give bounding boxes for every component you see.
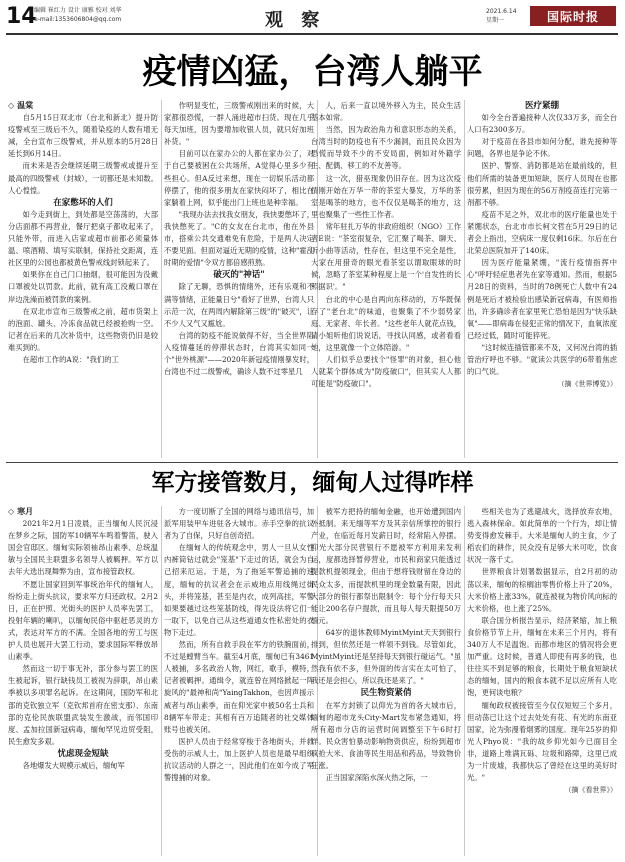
- paragraph: 人们似乎总要找个"怪罪"的对象，担心他人就某个群体成为"防疫破口"，但其实人人都可能是"防疫破口"。: [311, 354, 461, 389]
- paragraph: 如果你在自己门口抽烟，很可能因为没戴口罩被处以罚款。此前，就有高工没戴口罩在岸边洗澡而被罚款的案例。: [8, 270, 158, 304]
- paragraph: 台北的中心是自两向东移动的，万华既保存了"老台北"的味道，也聚集了不少弱势家庭、无家者、年长者。"这些老年人就花点钱，请小姐听他们说说话，寻找认同感，或者看看她，这里就像一个立体陪游。": [311, 294, 461, 352]
- date-block: [486, 7, 517, 25]
- paragraph: 如今走到街上，到处都是空荡荡的，大部分店面都不再营业，餐厅把桌子都收起来了，只能外带，而进入店家或超市前都必须量体温、喷酒精、填写实联制，保持社交距离，连社区里的公园也都被黄色警戒线封锁起来了。: [8, 209, 158, 268]
- byline-diamond-icon: ◇: [8, 101, 15, 110]
- paragraph: 正当国家深陷水深火热之际，一: [325, 773, 428, 783]
- byline-diamond-icon: ◇: [8, 507, 15, 516]
- paragraph: 自5月15日双北市（台北和新北）提升防疫警戒至三级后不久，随着染疫的人数有增无减，全台宣布三级警戒，并从原本的5月28日延长到6月14日。: [8, 113, 158, 159]
- paragraph: 这一次，猎巫现象仍旧存在。因为这次疫情刚开始在万华一带的茶室大暴发，万华的茶室是喝茶的地方，也不仅仅是喝茶的地方，这里也聚集了一些性工作者。: [311, 173, 461, 219]
- paragraph: 而未来是否会继续延期三级警戒或提升至最高的四级警戒（封城），一切都还是未知数。人心惶惶。: [8, 161, 158, 195]
- paragraph: 2021年2月1日凌晨，正当缅甸人民沉浸在梦乡之际，国防军10辆军车鸣着警笛，驶入国会官邸区。缅甸实际领袖昂山素季、总统温敏与全国民主联盟多名领导人被羁押。军方以去年大选出现舞弊为由，宣布接管政权。: [8, 519, 158, 577]
- subheading: 医疗紧绷: [524, 101, 559, 111]
- article2-column-3: [311, 506, 461, 858]
- paragraph: 64岁的退休教师MyintMyint天天到银行排到，但依然还是一样领不到钱。尽管如此，MyintMyint还是坚持每天到银行碰运气。"虽然我有依不多，但外面的传言实在太可怕了，我还是会担心，所以我还是来了。": [311, 627, 461, 686]
- article1-author: 温棠: [17, 101, 34, 110]
- paragraph: 缅甸政权被接管至今仅仅短短三个多月，但动荡已让这个过去处处有花、有光的东南亚国家，沦为弥漫着烟雾的国度。现年25岁的仰光人Phyo说："我的故乡仰光如今已面目全非，道路上堆满瓦砾、垃圾和路障，这里已成为一片废墟，我都快忘了曾经在这里的美好时光。": [467, 700, 617, 783]
- subheading: 破灭的"神话": [213, 270, 265, 281]
- article1-source: （摘《世界博览》）: [557, 380, 617, 389]
- article2-column-4: [467, 506, 617, 858]
- paragraph: 医护、警察、消防都是站在最前线的，但他们所需的装备更加短缺，医疗人员现在也都很劳累，但因为现在的56万剂疫苗连打完第一剂都不够。: [467, 161, 617, 207]
- paragraph: 人，后来一直以境外移入为主，民众生活基本如常。: [311, 101, 461, 123]
- article-separator: [6, 462, 618, 463]
- paragraph: 医护人员由于经常穿梭于各地街头，并救受伤的示威人士，加上医护人员也是最早组织抗议活动的人群之一，因此他们在如今成了军警搜捕的对象。: [164, 736, 314, 783]
- section-title: 观 察: [265, 10, 326, 31]
- column-divider: [161, 100, 162, 458]
- column-divider: [464, 506, 465, 856]
- masthead-logo: 国际时报: [530, 6, 616, 26]
- page-number: 14: [6, 4, 37, 29]
- paragraph: 世界粮食计划署数据显示，自2月初的动荡以来，缅甸的棕榈油零售价格上升了20%，大米价格上涨33%，就连被视为物价风向标的大米价格，也上涨了25%。: [467, 567, 617, 613]
- paragraph: 如今全台普遍接种人次仅33万多，而全台人口有2300多万。: [467, 113, 617, 135]
- subheading: 民生物资紧俏: [360, 688, 412, 699]
- header-rule: [6, 33, 618, 35]
- column-divider: [464, 100, 465, 458]
- paragraph: 方一度切断了全国的网络与通讯信号，加派军用装甲车进驻各大城市。赤手空拳的抗议者为了自保，只好自创奇招。: [164, 507, 314, 541]
- editor-info: [34, 6, 122, 24]
- article2-author: 寒月: [17, 507, 34, 516]
- subheading: 在家憋坏的人们: [53, 197, 113, 208]
- page-header: [0, 0, 625, 36]
- paragraph: 然而这一切于事无补，部分参与罢工的医生被起诉，银行缺钱员工被视为辞职，昂山素季被以多项罪名起诉。在这期间，国防军和北部的克钦独立军（克钦邦首府在密支那）、东南部的克伦民族联盟武装发生激战，而邻国印度、孟加拉国新冠病毒，缅甸罕见边贸受阻，民生愈发多艰。: [8, 664, 158, 746]
- paragraph: "这时候连插管都来不及，又何况台湾的插管治疗呼也不够。"就读公共医学的6带着焦虑的口气说。: [467, 342, 617, 377]
- subheading: 忧虑现金短缺: [57, 748, 109, 759]
- column-divider: [161, 506, 162, 856]
- paragraph: 疫苗不足之外，双北市的医疗能量也处于紧绷状态，台北市市长柯文哲在5月29日的记者会上指出，空病床一度仅剩16床。尔后在台北荣总医院加开了140床。: [467, 209, 617, 256]
- paragraph: 作明显变忙，三级警戒刚出来的时候，大家都很恐慌，一群人涌进超市扫货。现在几乎每天加班，因为要增加收银人员，就只好加班补货。": [164, 101, 314, 147]
- article2-byline: [8, 506, 158, 518]
- editor-line: 编辑 崔红力 设计 康雅 校对 刘华: [34, 7, 122, 14]
- paragraph: 因为医疗能量紧绷，"流行疫情指挥中心"呼吁轻症患者先在家等通知。然而，根据5月28日的资料，当时的78例死亡人数中有24例是死后才被检验出感染新冠病毒，有医师指出，许多确诊者在家里死亡恐怕是因为"快乐缺氧"——即病毒在侵犯正常的情况下，血氧浓度已经过低，随时可能猝死。: [467, 258, 617, 340]
- article1-column-1: [8, 100, 158, 460]
- paragraph: 被军方把持的缅甸金融，也开始遭到国内外抵制。来无缅等军方及其亲信所掌控的银行产业，在临近每月发薪日时，经常陷入停摆。仰光大部分民营银行不愿被军方利用来发利运，度都选择暂停营业，市民和商家只能透过提款机提领现金，但由于想将钱财留在身边的民众太多，而提款机里的现金数量有限，因此大部分的银行都祭出限制令：每个分行每天只能让200名存户提款，而且每人每天限提50万缅元。: [311, 507, 461, 625]
- article1-column-4: [467, 100, 617, 460]
- article2-column-2: [164, 506, 314, 858]
- weekday: 星期一: [486, 17, 505, 24]
- article2-column-1: [8, 506, 158, 858]
- paragraph: 联合国分析报告显示，经济紧缩，加上粮食价格节节上升，缅甸在未来三个月内，将有340万人不足温饱。而都市地区的情况将会更加严重。这时候，普通人即使有再多的钱，也往往买不到足够的粮食，长期处于粮食短缺状态的缅甸，国内的粮食本就不足以应所有人吃饱，更何谈电粮？: [467, 615, 617, 698]
- paragraph: 在军方封锁了以仰光为首的各大城市后，缅甸的超市龙头City-Mart发布紧急通知，将所有超市分店的运营时间调整至下午6时打烊。民众害怕暴动影响物资供应，纷纷到超市疯抢大米、食油等民生用品和药品，导致物价狂涨。: [311, 700, 461, 770]
- paragraph: 然而，所有自救手段在军方的铁腕面前，不过是螳臂当车。截至4月底，缅甸已有3461人被捕，多名政治人物，网红，歌手，模特，记者被羁押。通缉令，就连曾在网络掀起一阵旋风的"最神和尚"YaingTakhon，也因声援示威者与昂山素季，而在仰光家中被50名士兵和8辆军车带走；其相有百万追随者的社交媒体账号也被关闭。: [164, 640, 314, 734]
- paragraph: 常年驻扎万华的非政府组织（NGO）工作者E说："茶室很复杂，它汇聚了喝茶、聊天、听小曲等活动，性存在，但这里不完全是性，大家在用猎奇的眼光看茶室以谓取眼球的时候，忽略了茶室某种程度上是一个'自发性的长照据识'。": [311, 221, 461, 292]
- paragraph: 对于疫苗在各县市如何分配，谁先接种等问题，各界也是争论不休。: [467, 137, 617, 159]
- issue-date: 2021.6.14: [486, 8, 517, 15]
- paragraph: 在超市工作的A说："我们的工: [22, 354, 119, 364]
- article2-source: （摘《看世界》）: [564, 786, 617, 795]
- paragraph: "我现办法去找我女朋友，我快要憋坏了，我快憋死了。"C的女友在台北市，他在外县市，搭乘公共交通难免有危险，于是两人决定不要见面。但面对逼近无期的疫情，这种"霍乱时期的爱情"令双方都倍感煎熬。: [164, 209, 314, 268]
- paragraph: 些相关也为了逃避战火，选择放弃农地，逃入森林保命。如此简单的一个行为，却让情势变得愈发棘手。大米是缅甸人的主食，少了稻农们的耕作，民众没有足够大米可吃，饮食状况一落千丈。: [467, 507, 617, 565]
- paragraph: 目前可以在家办公的人都在家办公了，对于自己要被困在公共场所，A觉得心里多少有些担心。但A反过来想，现在一切娱乐活动都停摆了，他的很多朋友在家快闷坏了，相比在家躺着上网，似乎能出门上班也是种幸福。: [164, 149, 314, 207]
- article1-column-2: [164, 100, 314, 460]
- paragraph: 不愿让国家回到军事统治年代的缅甸人，纷纷走上街头抗议，要求军方归还政权。2月2日，正在护照、光街头的医护人员率先罢工，投射年辆的喇叭，以缅甸民俗中驱赶恶灵的方式，表达对军方的不满。全国各地的劳工与医护人员也展开大罢工行动，要求国际军释放昂山素季。: [8, 579, 158, 662]
- article1-column-3: [311, 100, 461, 460]
- paragraph: 各地爆发大规模示威后，缅甸军: [22, 760, 125, 770]
- paragraph: 在缅甸人的传统观念中，男人一旦从女性内裤筒钻过就会"笼基"下走过的话，就会为自己招来厄运。于是，为了拖延军警追捕的速度，缅甸的抗议者会在示威地点用线绳过街头，并将笼基，甚至是内衣，成列高挂，军警如果要越过这些笼基防线，得先设法将它们一一取下，以免自己从这些道通女性私密处的衣物下走过。: [164, 543, 314, 637]
- article1-byline: [8, 100, 158, 112]
- paragraph: 当然，因为政治角力和意识形态的关系，台湾当时的防疫也有不少漏洞，而且民众因为恐慌而导致不少的不安局面，例如对外籍学生、配偶、移工的不友善等。: [311, 125, 461, 171]
- email-line: e-mail:1353606804@qq.com: [34, 16, 122, 23]
- paragraph: 台湾的防疫不能说做得不好，当全世界陷入疫情蔓延的停滞状态时，台湾其实如同一个"世外桃源"——2020年新冠疫情刚暴发时，台湾也不过二级警戒，确诊人数不过零星几: [164, 330, 314, 377]
- article2-headline: 军方接管数月，缅甸人过得咋样: [151, 470, 474, 496]
- paragraph: 除了无聊，恐惧的情绪外，还有乐观和不满等情绪，正能量日兮"看好了世界，台湾人只示范一次，在两周内解除第三级"的"破灭"，让不少人又气又尴尬。: [164, 282, 314, 328]
- article1-headline: 疫情凶猛，台湾人躺平: [142, 52, 483, 92]
- paragraph: 在双北市宣布三级警戒之前，超市货架上的泡面、罐头、冷冻食品就已经被抢购一空。记者在后来的几次补货中，这些物资仍旧是较难买到的。: [8, 306, 158, 352]
